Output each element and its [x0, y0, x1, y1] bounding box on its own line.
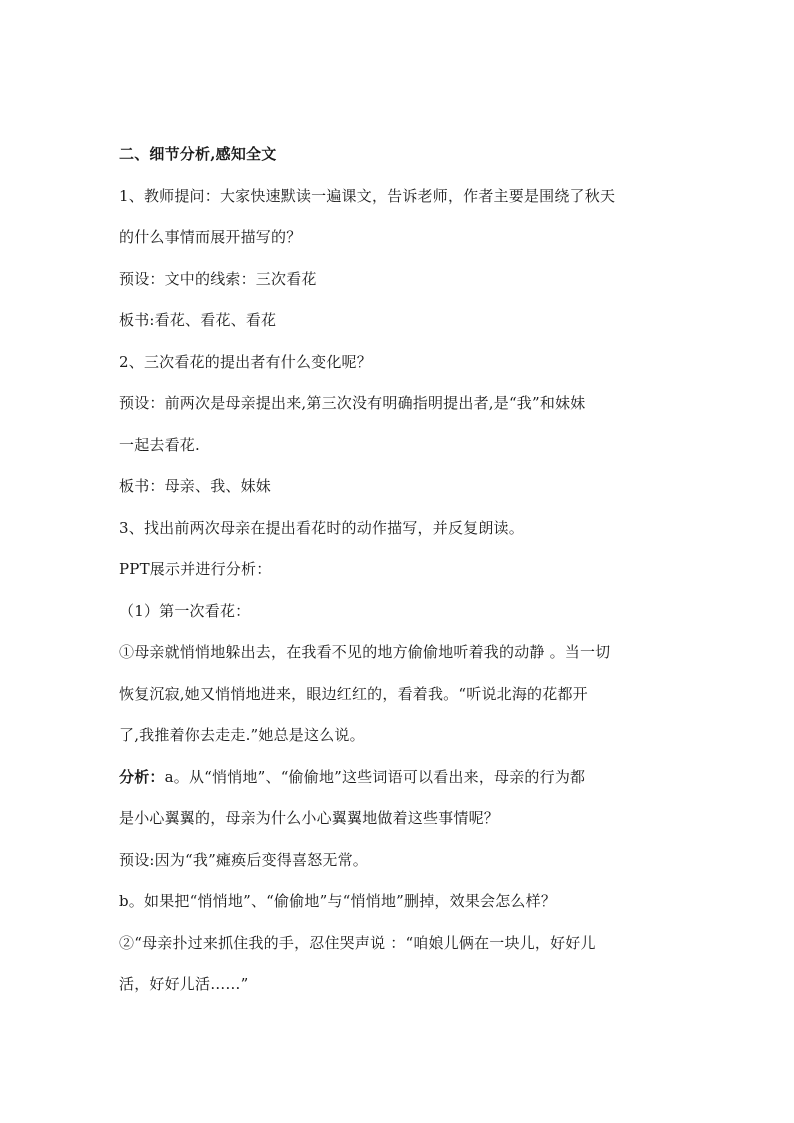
- analysis-label: 分析：: [119, 767, 165, 786]
- quote-1-line-2: 恢复沉寂,她又悄悄地进来，眼边红红的，看着我。“听说北海的花都开: [119, 684, 588, 703]
- analysis-b: b。如果把“悄悄地”、“偷偷地”与“悄悄地”删掉，效果会怎么样？: [119, 892, 557, 910]
- question-1-line-2: 的什么事情而展开描写的？: [119, 228, 302, 246]
- analysis-line-1: [119, 757, 679, 799]
- first-viewing-heading: （1）第一次看花：: [119, 601, 251, 620]
- ppt-intro: PPT展示并进行分析：: [119, 560, 272, 578]
- analysis-text: a。从“悄悄地”、“偷偷地”这些词语可以看出来，母亲的行为都: [164, 767, 586, 786]
- quote-1-line-3: 了,我推着你去走走.”她总是这么说。: [119, 726, 365, 744]
- quote-1-line-1: ①母亲就悄悄地躲出去，在我看不见的地方偷偷地听着我的动静 。当一切: [119, 643, 611, 661]
- question-3: 3、找出前两次母亲在提出看花时的动作描写，并反复朗读。: [119, 518, 524, 537]
- question-1-line-1: 1、教师提问：大家快速默读一遍课文，告诉老师，作者主要是围绕了秋天: [119, 186, 616, 205]
- analysis-line-2: 是小心翼翼的，母亲为什么小心翼翼地做着这些事情呢？: [119, 809, 500, 827]
- quote-2-line-2: 活，好好儿活……”: [119, 975, 249, 993]
- preset-answer-2-line-2: 一起去看花.: [119, 435, 200, 454]
- quote-2-line-1: ②“母亲扑过来抓住我的手，忍住哭声说 ：“咱娘儿俩在一块儿，好好儿: [119, 933, 596, 952]
- document-body: [119, 134, 679, 1006]
- board-note-1: 板书:看花、看花、看花: [119, 311, 277, 329]
- section-heading: 二、细节分析,感知全文: [119, 145, 277, 163]
- board-note-2: 板书：母亲、我、妹妹: [119, 477, 272, 495]
- preset-answer-2-line-1: 预设：前两次是母亲提出来,第三次没有明确指明提出者,是“我”和妹妹: [119, 394, 586, 412]
- question-2: 2、三次看花的提出者有什么变化呢？: [119, 352, 372, 371]
- preset-answer-3: 预设:因为“我”瘫痪后变得喜怒无常。: [119, 850, 368, 869]
- preset-answer-1: 预设：文中的线索：三次看花: [119, 269, 317, 288]
